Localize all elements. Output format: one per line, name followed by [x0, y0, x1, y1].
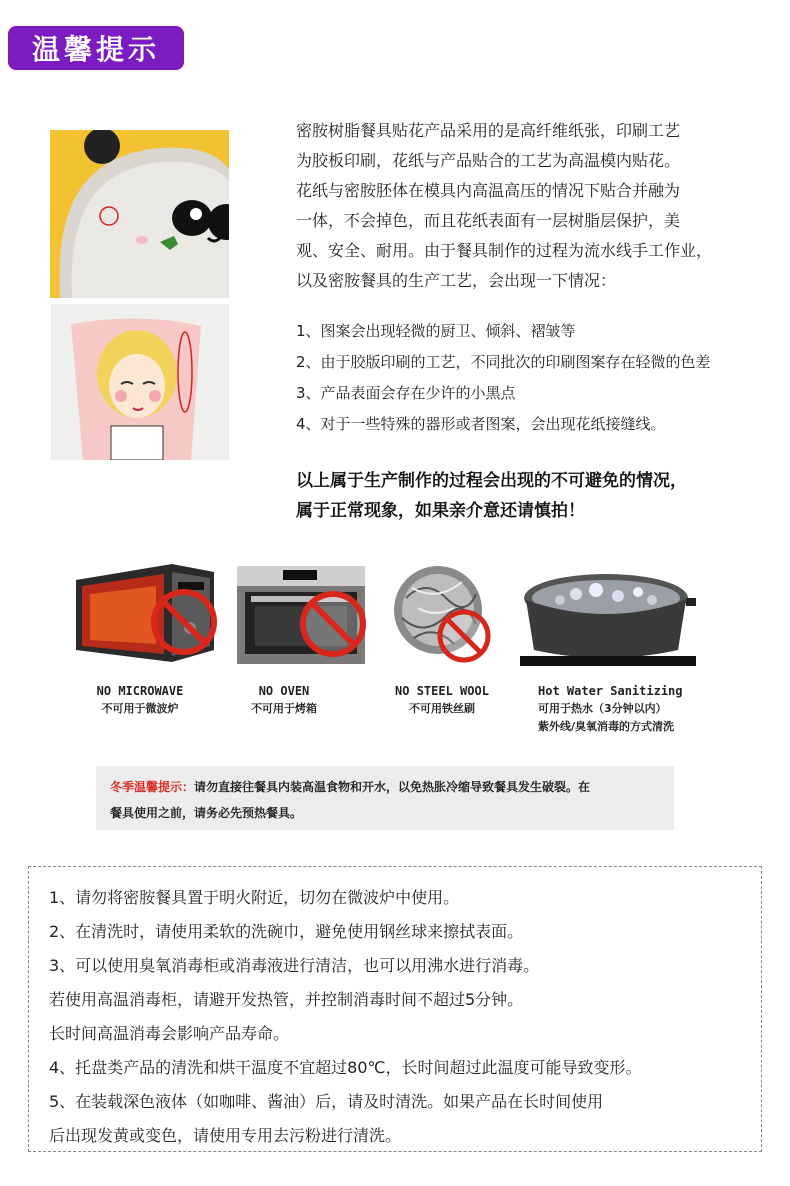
notice-bold: [296, 466, 766, 526]
list-item: 2、在清洗时，请使用柔软的洗碗巾，避免使用钢丝球来擦拭表面。: [49, 922, 524, 941]
issues-list: [296, 316, 766, 440]
list-item: 后出现发黄或变色，请使用专用去污粉进行清洗。: [49, 1126, 402, 1145]
list-item: 5、在装载深色液体（如咖啡、酱油）后，请及时清洗。如果产品在长时间使用: [49, 1092, 604, 1111]
steel-wool-icon: [388, 558, 498, 666]
page-title: 温馨提示: [8, 26, 184, 70]
list-item: 4、托盘类产品的清洗和烘干温度不宜超过80℃，长时间超过此温度可能导致变形。: [49, 1058, 642, 1077]
warning-cn: 紫外线/臭氧消毒的方式清洗: [538, 720, 675, 733]
list-item: 3、产品表面会存在少许的小黑点: [296, 384, 516, 402]
winter-tip-label: 冬季温馨提示：: [110, 780, 195, 794]
intro-line: 以及密胺餐具的生产工艺，会出现一下情况：: [296, 271, 617, 290]
warning-en: NO MICROWAVE: [96, 684, 184, 698]
winter-tip-box: [96, 766, 674, 830]
intro-line: 为胶板印刷，花纸与产品贴合的工艺为高温模内贴花。: [296, 151, 681, 170]
intro-line: 花纸与密胺胚体在模具内高温高压的情况下贴合并融为: [296, 181, 681, 200]
no-oven-label: [232, 682, 336, 718]
list-item: 长时间高温消毒会影响产品寿命。: [49, 1024, 290, 1043]
warning-en: NO STEEL WOOL: [395, 684, 489, 698]
microwave-icon: [72, 558, 222, 666]
warning-cn: 不可用铁丝刷: [409, 702, 475, 715]
warning-cn: 可用于热水（3分钟以内）: [538, 702, 667, 715]
winter-tip-text: 餐具使用之前，请务必先预热餐具。: [110, 806, 303, 820]
list-item: 1、图案会出现轻微的厨卫、倾斜、褶皱等: [296, 322, 576, 340]
care-instructions-box: [28, 866, 762, 1152]
panda-bowl-image: [50, 130, 229, 298]
intro-line: 一体，不会掉色，而且花纸表面有一层树脂层保护，美: [296, 211, 681, 230]
winter-tip-text: 请勿直接往餐具内装高温食物和开水，以免热胀冷缩导致餐具发生破裂。在: [194, 780, 591, 794]
warning-cn: 不可用于烤箱: [251, 702, 317, 715]
girl-cup-image: [51, 304, 229, 460]
notice-line: 以上属于生产制作的过程会出现的不可避免的情况，: [296, 471, 687, 491]
intro-line: 观、安全、耐用。由于餐具制作的过程为流水线手工作业，: [296, 241, 713, 260]
list-item: 1、请勿将密胺餐具置于明火附近，切勿在微波炉中使用。: [49, 888, 460, 907]
boiling-pot-icon: [520, 558, 696, 666]
intro-line: 密胺树脂餐具贴花产品采用的是高纤维纸张，印刷工艺: [296, 121, 681, 140]
no-microwave-label: [80, 682, 200, 718]
warning-en: NO OVEN: [258, 684, 310, 698]
oven-icon: [235, 558, 369, 666]
intro-paragraph: [296, 116, 766, 296]
list-item: 2、由于胶版印刷的工艺，不同批次的印刷图案存在轻微的色差: [296, 353, 711, 371]
list-item: 若使用高温消毒柜，请避开发热管，并控制消毒时间不超过5分钟。: [49, 990, 524, 1009]
list-item: 3、可以使用臭氧消毒柜或消毒液进行清洁，也可以用沸水进行消毒。: [49, 956, 540, 975]
hot-water-label: [538, 682, 728, 736]
warning-en: Hot Water Sanitizing: [538, 684, 683, 698]
notice-line: 属于正常现象，如果亲介意还请慎拍！: [296, 501, 585, 521]
warning-cn: 不可用于微波炉: [101, 702, 179, 715]
list-item: 4、对于一些特殊的器形或者图案，会出现花纸接缝线。: [296, 415, 666, 433]
no-steel-wool-label: [380, 682, 504, 718]
